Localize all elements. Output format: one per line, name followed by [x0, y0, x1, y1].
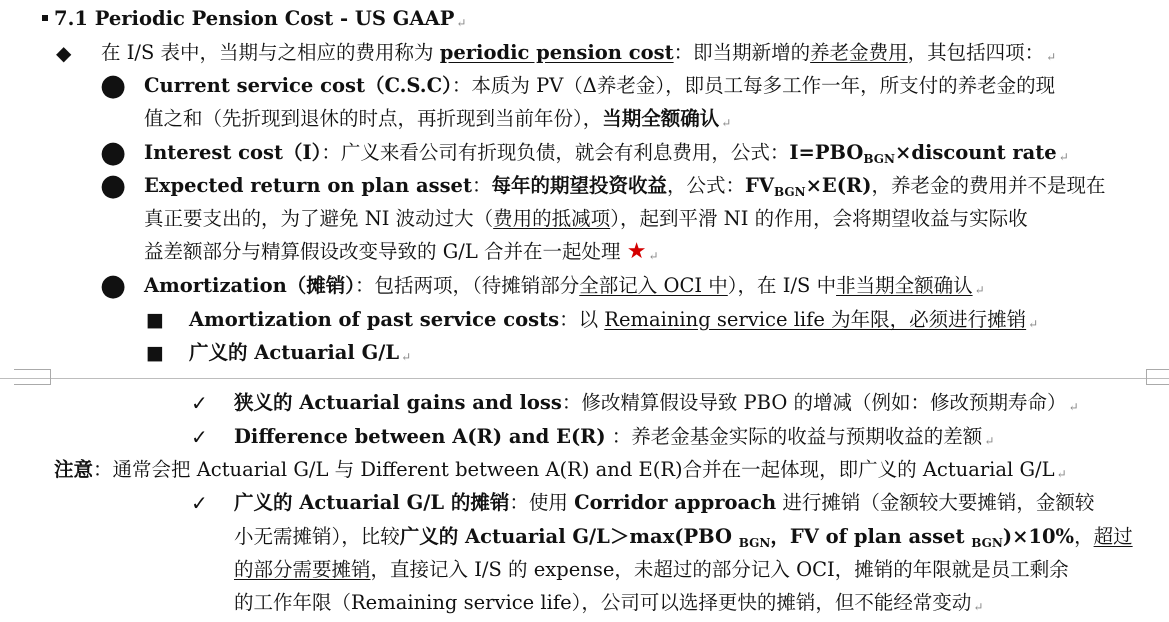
- dot-bullet-icon: ●: [100, 135, 127, 170]
- difference-text: ：养老金基金实际的收益与预期收益的差额: [605, 425, 983, 448]
- expected-text-1: ：: [471, 174, 492, 197]
- paragraph-mark: ↵: [1056, 467, 1067, 481]
- expected-formula-sub: BGN: [774, 185, 806, 199]
- interest-text: ：广义来看公司有折现负债，就会有利息费用，公式：: [321, 141, 790, 164]
- expected-line-1: [144, 171, 1105, 201]
- amort-label: Amortization（摊销）: [144, 274, 356, 297]
- expected-formula-2: ×E(R): [805, 174, 872, 197]
- broad-amort-text-2: 进行摊销（金额较大要摊销，金额较: [776, 491, 1095, 514]
- expected-line-3: [144, 237, 659, 267]
- interest-label: Interest cost（I）: [144, 141, 322, 164]
- broad-amort-text-4: ，: [1074, 525, 1094, 548]
- broad-amort-line-2: [234, 522, 1133, 552]
- excess-term-2: 的部分需要摊销: [234, 558, 371, 581]
- broad-gl-label: 广义的 Actuarial G/L: [189, 341, 400, 364]
- paragraph-mark: ↵: [1028, 317, 1039, 331]
- section-heading-text: 7.1 Periodic Pension Cost - US GAAP: [54, 7, 455, 30]
- csc-line-1: [144, 71, 1055, 101]
- csc-text-2: 值之和（先折现到退休的时点，再折现到当前年份），: [144, 107, 603, 130]
- interest-formula-2: ×discount rate: [894, 141, 1057, 164]
- broad-amort-label: 广义的 Actuarial G/L 的摊销: [234, 491, 510, 514]
- broad-amort-text-6: 的工作年限（Remaining service life），公司可以选择更快的摊销，但不能经常变动: [234, 591, 972, 614]
- expected-text-6: 益差额部分与精算假设改变导致的 G/L 合并在一起处理: [144, 240, 627, 263]
- paragraph-mark: ↵: [973, 600, 984, 614]
- expense-offset-term: 费用的抵减项: [493, 207, 611, 230]
- corridor-approach-term: Corridor approach: [574, 491, 777, 514]
- expected-text-3: ，养老金的费用并不是现在: [871, 174, 1106, 197]
- pension-expense-term: 养老金费用: [810, 41, 908, 64]
- dot-bullet-icon: ●: [100, 268, 127, 303]
- amort-not-current-term: 非当期全额确认: [836, 274, 973, 297]
- broad-amort-line-3: [234, 555, 1069, 585]
- remaining-life-term: Remaining service life 为年限，必须进行摊销: [604, 308, 1027, 331]
- csc-bold: 当期全额确认: [602, 107, 720, 130]
- check-bullet-icon: ✓: [191, 491, 208, 515]
- corridor-formula-sub-1: BGN: [738, 536, 771, 550]
- paragraph-mark: ↵: [1068, 400, 1079, 414]
- intro-text-2: ：即当期新增的: [673, 41, 811, 64]
- narrow-gl-label: 狭义的 Actuarial gains and loss: [234, 391, 562, 414]
- diamond-bullet-icon: ◆: [56, 41, 72, 65]
- excess-term-1: 超过: [1093, 525, 1133, 548]
- page-break-rule: [0, 378, 1169, 379]
- broad-amort-text-1: ：使用: [509, 491, 575, 514]
- section-heading: [54, 4, 466, 34]
- square-bullet-icon: ■: [146, 309, 164, 331]
- page-break-marker-right: [1146, 369, 1169, 385]
- difference-label: Difference between A(R) and E(R): [234, 425, 606, 448]
- amort-oci-term: 全部记入 OCI 中: [579, 274, 728, 297]
- expected-formula-1: FV: [745, 174, 774, 197]
- paragraph-mark: ↵: [1046, 50, 1057, 64]
- expected-text-2: ，公式：: [667, 174, 746, 197]
- past-service-line: [189, 305, 1038, 335]
- paragraph-mark: ↵: [1058, 150, 1069, 164]
- csc-label: Current service cost（C.S.C）: [144, 74, 452, 97]
- broad-gl-line: [189, 338, 411, 368]
- interest-formula-sub: BGN: [863, 152, 895, 166]
- narrow-gl-line: [234, 388, 1079, 418]
- expected-line-2: [144, 204, 1028, 234]
- note-line: [54, 455, 1067, 485]
- square-bullet-icon: ■: [146, 342, 164, 364]
- paragraph-mark: ↵: [456, 16, 467, 30]
- corridor-formula-1: 广义的 Actuarial G/L＞max(PBO: [399, 525, 739, 548]
- intro-line: [101, 38, 1056, 68]
- broad-amort-line-4: [234, 588, 983, 618]
- expected-label: Expected return on plan asset: [144, 174, 472, 197]
- paragraph-mark: ↵: [401, 350, 412, 364]
- paragraph-mark: ↵: [648, 249, 659, 263]
- amort-text-2: ），在 I/S 中: [727, 274, 837, 297]
- dot-bullet-icon: ●: [100, 68, 127, 103]
- csc-text-1: ：本质为 PV（Δ养老金），即员工每多工作一年，所支付的养老金的现: [451, 74, 1056, 97]
- page-break-marker-left: [14, 369, 51, 385]
- intro-text-3: ，其包括四项：: [907, 41, 1045, 64]
- check-bullet-icon: ✓: [191, 425, 208, 449]
- broad-amort-line-1: [234, 488, 1094, 518]
- paragraph-mark: ↵: [984, 434, 995, 448]
- csc-line-2: [144, 104, 731, 134]
- dot-bullet-icon: ●: [100, 168, 127, 203]
- corridor-formula-3: )×10%: [1002, 525, 1075, 548]
- broad-amort-text-3: 小无需摊销），比较: [234, 525, 400, 548]
- narrow-gl-text: ：修改精算假设导致 PBO 的增减（例如：修改预期寿命）: [561, 391, 1067, 414]
- expected-text-5: ），起到平滑 NI 的作用，会将期望收益与实际收: [610, 207, 1028, 230]
- star-icon: ★: [626, 239, 647, 264]
- interest-formula-1: I=PBO: [789, 141, 864, 164]
- expected-text-4: 真正要支出的，为了避免 NI 波动过大（: [144, 207, 494, 230]
- corridor-formula-2: ，FV of plan asset: [770, 525, 972, 548]
- note-label: 注意: [54, 458, 94, 481]
- amort-text-1: ：包括两项，（待摊销部分: [355, 274, 580, 297]
- past-service-label: Amortization of past service costs: [189, 308, 560, 331]
- check-bullet-icon: ✓: [191, 391, 208, 415]
- difference-line: [234, 422, 994, 452]
- paragraph-mark: ↵: [721, 116, 732, 130]
- intro-text-1: 在 I/S 表中，当期与之相应的费用称为: [101, 41, 440, 64]
- note-text: ：通常会把 Actuarial G/L 与 Different between A(R) and E(R)合并在一起体现，即广义的 Actuarial G/L: [93, 458, 1055, 481]
- paragraph-mark: ↵: [974, 283, 985, 297]
- amort-line: [144, 271, 985, 301]
- periodic-pension-cost-term: periodic pension cost: [439, 41, 674, 64]
- past-service-text: ：以: [559, 308, 605, 331]
- heading-bullet: [42, 15, 48, 21]
- interest-line: [144, 138, 1069, 168]
- broad-amort-text-5: ，直接记入 I/S 的 expense，未超过的部分记入 OCI，摊销的年限就是员工剩余: [370, 558, 1069, 581]
- corridor-formula-sub-2: BGN: [971, 536, 1003, 550]
- expected-bold: 每年的期望投资收益: [491, 174, 667, 197]
